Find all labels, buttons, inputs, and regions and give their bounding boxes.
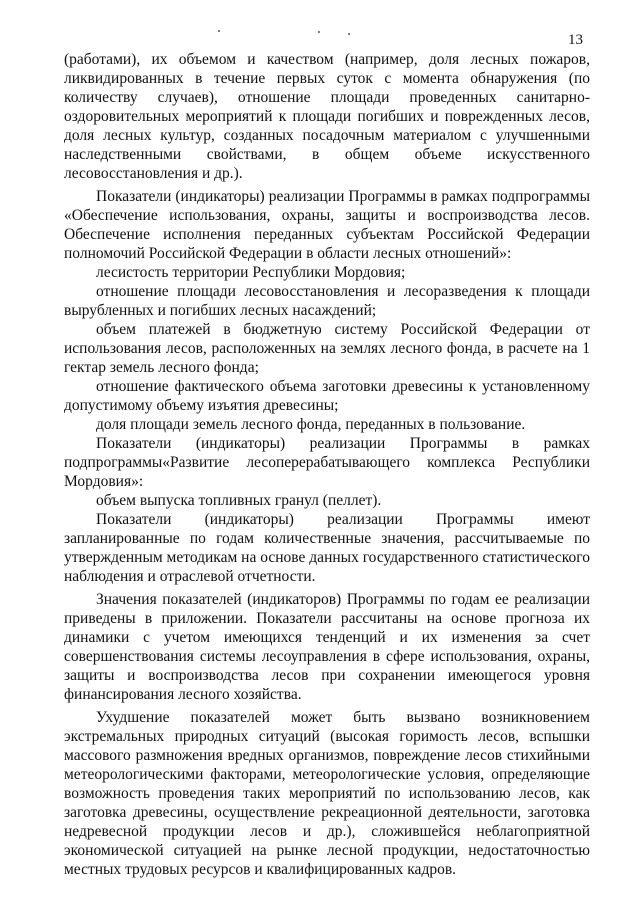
paragraph: Показатели (индикаторы) реализации Программы в рамках подпрограммы«Развитие лесоперерабатывающего комплекса Республики Мордовия»: bbox=[64, 435, 590, 490]
paragraph: Ухудшение показателей может быть вызвано возникновением экстремальных природных ситуаций (высокая горимость лесов, вспышки массового размножения вредных организмов, повреждение лесов стихийными метеорологическими факторами, метеорологические условия, определяющие возможность проведения таких мероприятий по использованию лесов, как заготовка древесины, осуществление рекреационной деятельности, заготовка недревесной продукции лесов и др.), сложившейся неблагоприятной экономической ситуацией на рынке лесной продукции, недостаточностью местных трудовых ресурсов и квалифицированных кадров. bbox=[64, 709, 590, 878]
scan-speck bbox=[218, 30, 220, 32]
list-item: отношение фактического объема заготовки древесины к установленному допустимому объему изъятия древесины; bbox=[64, 378, 590, 414]
list-item: объем выпуска топливных гранул (пеллет). bbox=[96, 492, 382, 509]
document-body bbox=[64, 50, 590, 879]
page-number: 13 bbox=[568, 32, 583, 48]
list-item: объем платежей в бюджетную систему Российской Федерации от использования лесов, расположенных на землях лесного фонда, в расчете на 1 гектар земель лесного фонда; bbox=[64, 321, 590, 376]
list-item: отношение площади лесовосстановления и лесоразведения к площади вырубленных и погибших лесных насаждений; bbox=[64, 283, 590, 319]
list-item: доля площади земель лесного фонда, переданных в пользование. bbox=[96, 416, 526, 433]
scan-speck bbox=[348, 33, 350, 35]
scan-speck bbox=[318, 31, 320, 33]
paragraph: (работами), их объемом и качеством (например, доля лесных пожаров, ликвидированных в течение первых суток с момента обнаружения (по количеству случаев), отношение площади проведенных санитарно-оздоровительных мероприятий к площади погибших и поврежденных лесов, доля лесных культур, созданных посадочным материалом с улучшенными наследственными свойствами, в общем объеме искусственного лесовосстановления и др.). bbox=[64, 51, 590, 182]
paragraph: Значения показателей (индикаторов) Программы по годам ее реализации приведены в приложении. Показатели рассчитаны на основе прогноза их динамики с учетом имеющихся тенденций и их изменения за счет совершенствования системы лесоуправления в сфере использования, охраны, защиты и воспроизводства лесов при сохранении имеющегося уровня финансирования лесного хозяйства. bbox=[64, 591, 590, 703]
paragraph: Показатели (индикаторы) реализации Программы в рамках подпрограммы «Обеспечение использования, охраны, защиты и воспроизводства лесов. Обеспечение исполнения переданных субъектам Российской Федерации полномочий Российской Федерации в области лесных отношений»: bbox=[64, 188, 590, 262]
list-item: лесистость территории Республики Мордовия; bbox=[96, 264, 406, 281]
paragraph: Показатели (индикаторы) реализации Программы имеют запланированные по годам количественные значения, рассчитываемые по утвержденным методикам на основе данных государственного статистического наблюдения и отраслевой отчетности. bbox=[64, 511, 590, 585]
